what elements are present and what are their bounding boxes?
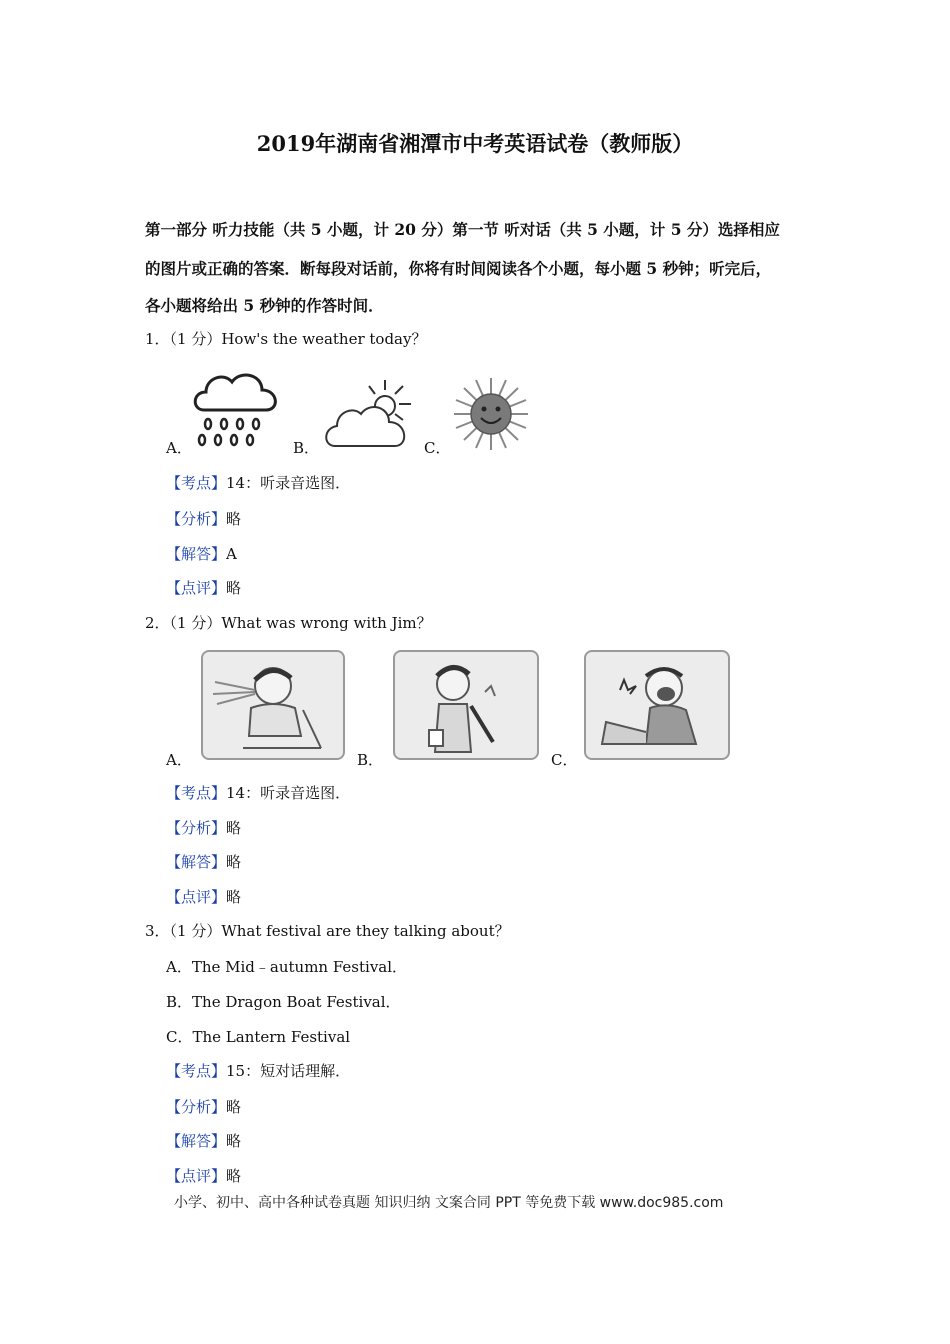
q1-dianping-line: 【点评】略 (166, 579, 242, 597)
section-intro-line-1: 第一部分 听力技能（共 5 小题，计 20 分）第一节 听对话（共 5 小题，计 5 分）选择相应 (145, 220, 780, 239)
q3-option-a: A．The Mid﹣autumn Festival． (166, 958, 408, 976)
dianping-tag: 【点评】 (166, 888, 227, 906)
kaodian-tag: 【考点】 (166, 784, 227, 802)
q2-option-a-label: A． (166, 751, 192, 769)
q1-option-b-label: B． (293, 439, 320, 457)
q1-kaodian-line: 【考点】14：听录音选图． (166, 474, 351, 492)
q3-option-b: B．The Dragon Boat Festival． (166, 993, 401, 1011)
sneezing-person-picture (201, 650, 345, 760)
page-title: 2019年湖南省湘潭市中考英语试卷（教师版） (256, 131, 694, 156)
fenxi-tag: 【分析】 (166, 819, 227, 837)
rain-cloud-icon (190, 368, 282, 454)
dianping-tag: 【点评】 (166, 579, 227, 597)
jieda-tag: 【解答】 (166, 545, 227, 563)
q3-kaodian-line: 【考点】15：短对话理解． (166, 1062, 351, 1080)
q2-option-c-label: C． (551, 751, 578, 769)
q1-fenxi-line: 【分析】略 (166, 510, 242, 528)
q3-jieda-line: 【解答】略 (166, 1132, 242, 1150)
q1-jieda-line: 【解答】A (166, 545, 237, 563)
section-intro-line-3: 各小题将给出 5 秒钟的作答时间． (145, 296, 384, 315)
q2-fenxi-line: 【分析】略 (166, 819, 242, 837)
fenxi-tag: 【分析】 (166, 1098, 227, 1116)
partly-cloudy-icon (323, 378, 415, 450)
q3-dianping-line: 【点评】略 (166, 1167, 242, 1185)
q2-option-b-label: B． (357, 751, 384, 769)
q1-option-a-label: A． (166, 439, 192, 457)
jieda-tag: 【解答】 (166, 1132, 227, 1150)
kaodian-tag: 【考点】 (166, 474, 227, 492)
page-footer: 小学、初中、高中各种试卷真题 知识归纳 文案合同 PPT 等免费下载 www.doc985.com (174, 1195, 724, 1211)
question-2-stem: 2．（1 分）What was wrong with Jim？ (145, 614, 432, 632)
section-intro-line-2: 的图片或正确的答案．断每段对话前，你将有时间阅读各个小题，每小题 5 秒钟；听完后， (145, 259, 772, 278)
q2-kaodian-line: 【考点】14：听录音选图． (166, 784, 351, 802)
q2-jieda-line: 【解答】略 (166, 853, 242, 871)
q2-dianping-line: 【点评】略 (166, 888, 242, 906)
q3-fenxi-line: 【分析】略 (166, 1098, 242, 1116)
question-3-stem: 3．（1 分）What festival are they talking about？ (145, 922, 510, 940)
dianping-tag: 【点评】 (166, 1167, 227, 1185)
kaodian-tag: 【考点】 (166, 1062, 227, 1080)
crying-boy-hurt-knee-picture (584, 650, 730, 760)
sick-person-with-medicine-picture (393, 650, 539, 760)
q3-option-c: C．The Lantern Festival (166, 1028, 351, 1046)
fenxi-tag: 【分析】 (166, 510, 227, 528)
jieda-tag: 【解答】 (166, 853, 227, 871)
q1-option-c-label: C． (424, 439, 451, 457)
smiling-sun-icon (450, 376, 532, 452)
question-1-stem: 1．（1 分）How's the weather today？ (145, 330, 427, 348)
